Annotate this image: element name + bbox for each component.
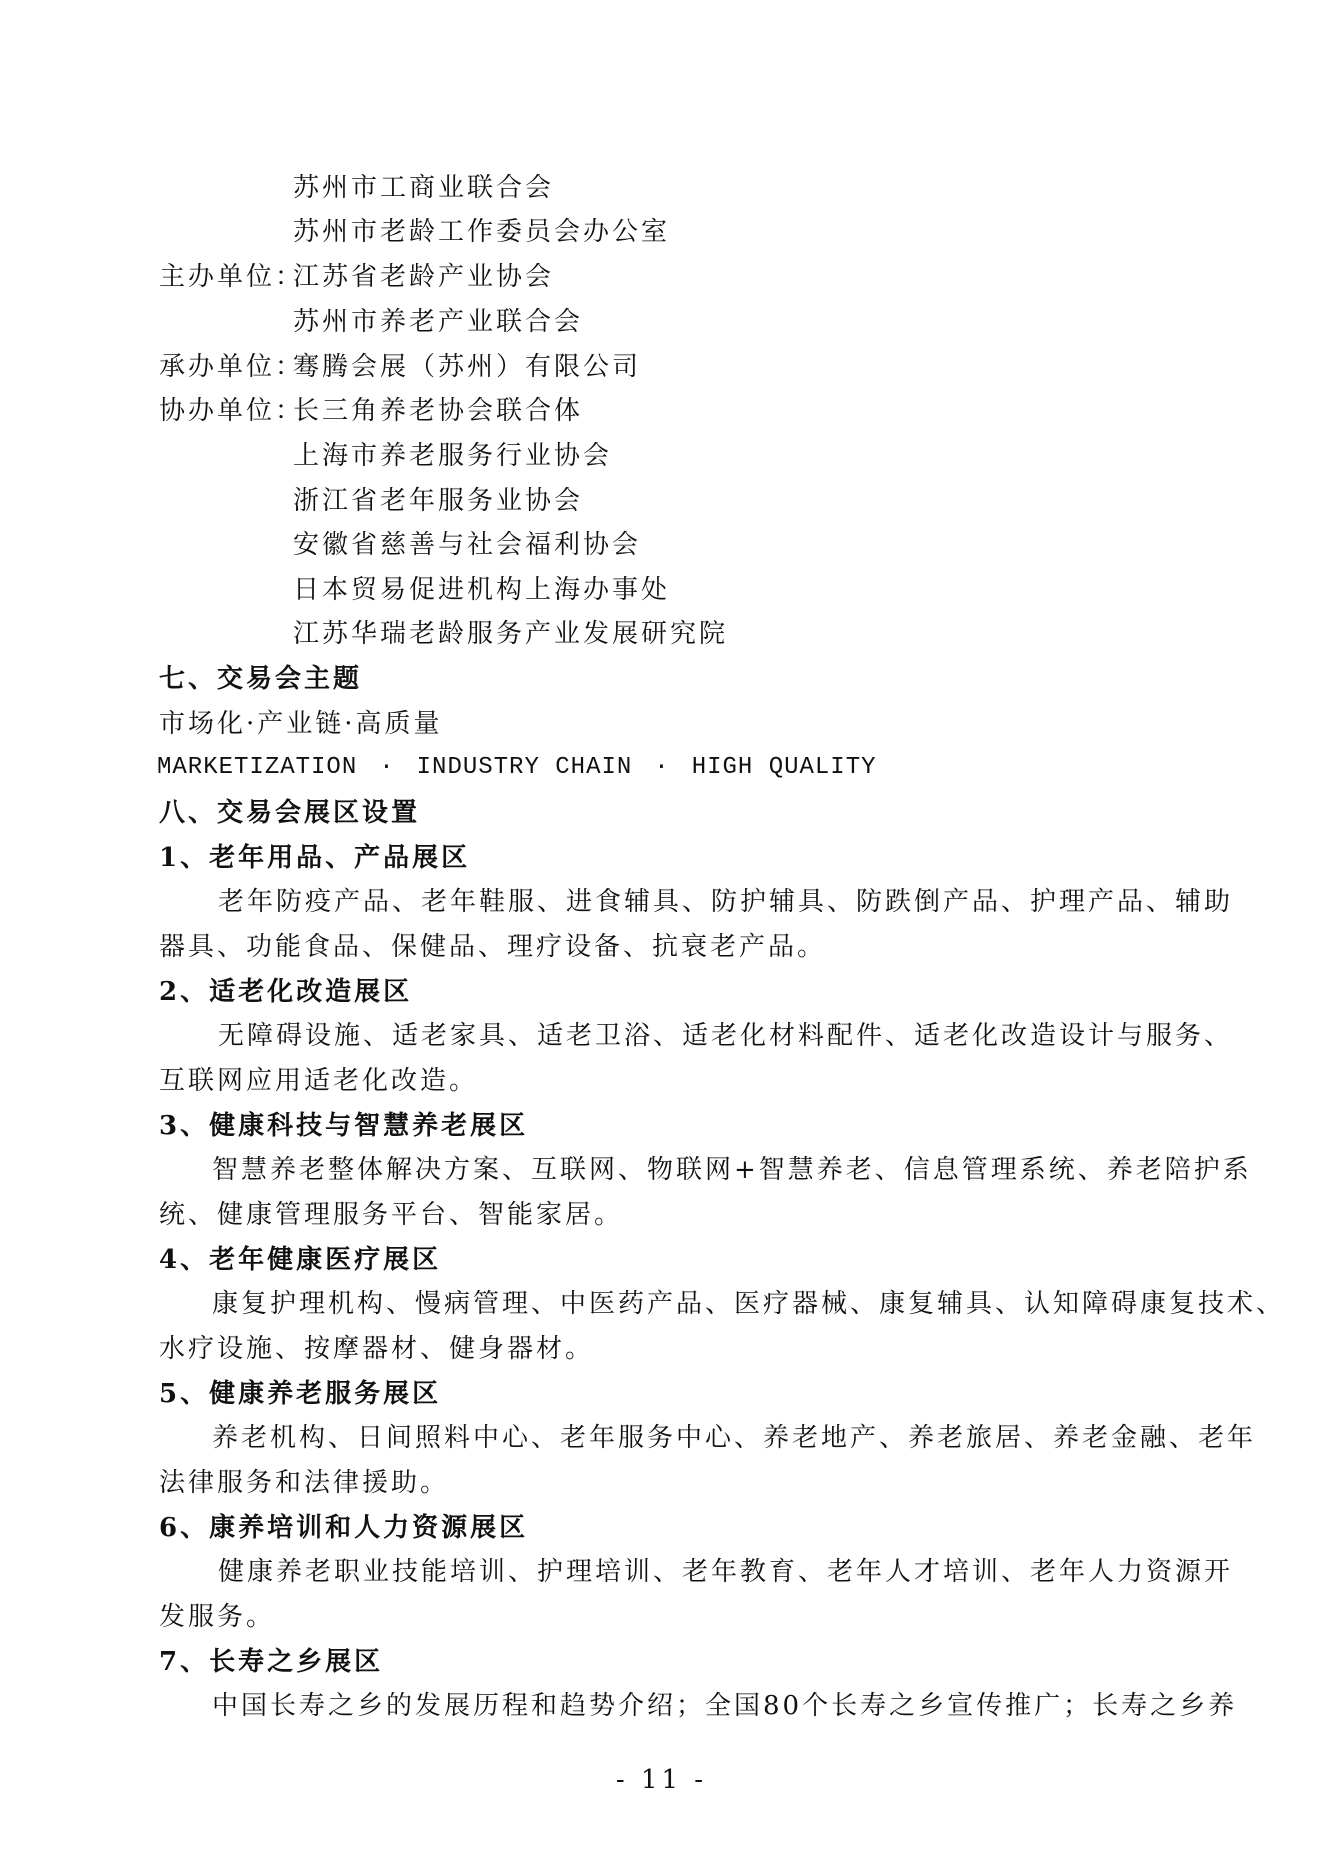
- theme-en-separator-1: ·: [379, 754, 395, 781]
- theme-en-word-3: HIGH QUALITY: [691, 754, 877, 781]
- zone-2-title: 2、适老化改造展区: [159, 977, 413, 1007]
- co-organizer-org-5: 日本贸易促进机构上海办事处: [293, 575, 671, 605]
- co-organizer-org-2: 上海市养老服务行业协会: [293, 441, 613, 471]
- zone-6-title: 6、康养培训和人力资源展区: [159, 1513, 529, 1543]
- page-number: - 11 -: [615, 1765, 708, 1795]
- theme-en: [157, 750, 877, 786]
- zone-4-title: 4、老年健康医疗展区: [159, 1245, 442, 1275]
- section-8-heading: 八、交易会展区设置: [159, 798, 421, 828]
- co-organizer-org-4: 安徽省慈善与社会福利协会: [293, 530, 642, 560]
- zone-5-text-line-2: 法律服务和法律援助。: [159, 1468, 450, 1498]
- organizer-row: [159, 349, 641, 385]
- host-row: [159, 259, 554, 295]
- zone-1-title: 1、老年用品、产品展区: [159, 843, 471, 873]
- co-organizer-org-3: 浙江省老年服务业协会: [293, 486, 584, 516]
- organizer-org-1: 骞腾会展（苏州）有限公司: [293, 352, 642, 382]
- section-7-heading: 七、交易会主题: [159, 664, 363, 694]
- host-org-1: 江苏省老龄产业协会: [293, 262, 555, 292]
- zone-5-text-line-1: 养老机构、日间照料中心、老年服务中心、养老地产、养老旅居、养老金融、老年: [212, 1423, 1257, 1453]
- host-org-2: 苏州市养老产业联合会: [293, 307, 584, 337]
- co-organizer-row: [159, 393, 583, 429]
- organizer-label: 承办单位：: [159, 352, 305, 382]
- zone-6-text-line-2: 发服务。: [159, 1602, 276, 1632]
- zone-2-text-line-1: 无障碍设施、适老家具、适老卫浴、适老化材料配件、适老化改造设计与服务、: [218, 1021, 1234, 1051]
- zone-1-text-line-2: 器具、功能食品、保健品、理疗设备、抗衰老产品。: [159, 932, 827, 962]
- co-organizer-org-1: 长三角养老协会联合体: [293, 396, 584, 426]
- zone-3-text-line-1: 智慧养老整体解决方案、互联网、物联网+智慧养老、信息管理系统、养老陪护系: [212, 1155, 1252, 1185]
- co-organizer-label: 协办单位：: [159, 396, 305, 426]
- zone-7-title: 7、长寿之乡展区: [159, 1647, 384, 1677]
- co-organizer-org-6: 江苏华瑞老龄服务产业发展研究院: [293, 619, 729, 649]
- zone-4-text-line-2: 水疗设施、按摩器材、健身器材。: [159, 1334, 595, 1364]
- zone-1-text-line-1: 老年防疫产品、老年鞋服、进食辅具、防护辅具、防跌倒产品、护理产品、辅助: [218, 887, 1234, 917]
- zone-5-title: 5、健康养老服务展区: [159, 1379, 442, 1409]
- theme-en-word-1: MARKETIZATION: [157, 754, 358, 781]
- host-label: 主办单位：: [159, 262, 305, 292]
- supporting-org-1: 苏州市工商业联合会: [293, 173, 555, 203]
- theme-en-word-2: INDUSTRY CHAIN: [416, 754, 633, 781]
- zone-3-text-line-2: 统、健康管理服务平台、智能家居。: [159, 1200, 624, 1230]
- zone-7-text-line-1: 中国长寿之乡的发展历程和趋势介绍；全国80个长寿之乡宣传推广；长寿之乡养: [212, 1691, 1238, 1721]
- zone-3-title: 3、健康科技与智慧养老展区: [159, 1111, 529, 1141]
- zone-6-text-line-1: 健康养老职业技能培训、护理培训、老年教育、老年人才培训、老年人力资源开: [218, 1557, 1234, 1587]
- theme-cn: 市场化·产业链·高质量: [159, 709, 443, 739]
- supporting-org-2: 苏州市老龄工作委员会办公室: [293, 217, 671, 247]
- zone-2-text-line-2: 互联网应用适老化改造。: [159, 1066, 479, 1096]
- zone-4-text-line-1: 康复护理机构、慢病管理、中医药产品、医疗器械、康复辅具、认知障碍康复技术、: [212, 1289, 1286, 1319]
- theme-en-separator-2: ·: [654, 754, 670, 781]
